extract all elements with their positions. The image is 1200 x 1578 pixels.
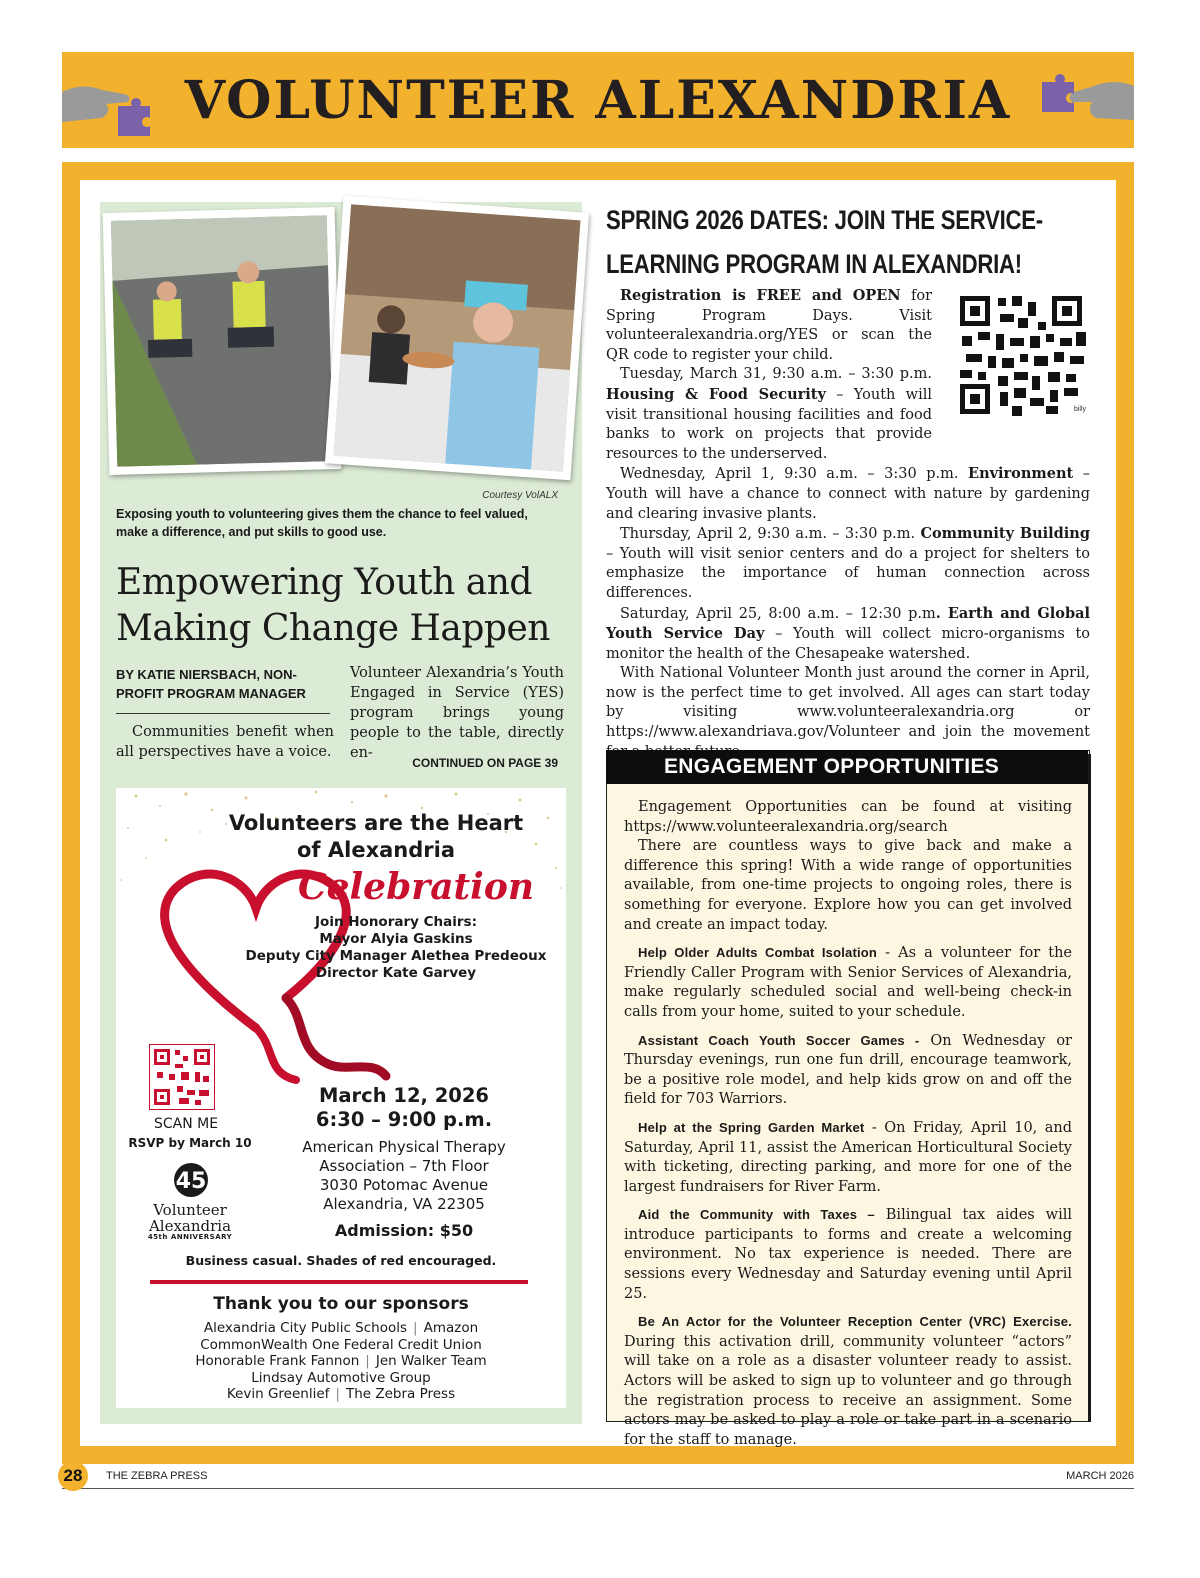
continued-link[interactable]: CONTINUED ON PAGE 39: [412, 756, 558, 770]
photo-credit: Courtesy VolALX: [482, 490, 558, 501]
sl-p2-date: Tuesday, March 31, 9:30 a.m. – 3:30 p.m.: [620, 366, 932, 383]
engagement-item-text: Bilingual tax aides will introduce participants to forms and create a welcoming environment. No tax experience is needed. There are sessions every Wednesday and Saturday evening until April 25.: [624, 1207, 1072, 1302]
qr-label: billy: [1073, 406, 1086, 414]
ad-logo-name-1: Volunteer: [153, 1201, 227, 1219]
sponsor: Jen Walker Team: [375, 1353, 487, 1369]
ad-admission: Admission: $50: [334, 1221, 474, 1240]
logo-number: 45: [175, 1169, 207, 1194]
page-number: 28: [58, 1461, 88, 1491]
sl-p2-text: – Youth will visit transitional housing facilities and food banks to work on projects that provide resources to the underserved.: [606, 386, 932, 462]
ad-title: Volunteers are the Heart of Alexandria: [228, 811, 524, 862]
ad-rsvp-deadline: RSVP by March 10: [128, 1136, 252, 1150]
photo-image: [333, 204, 580, 471]
engagement-item-text: On Wednesday or Thursday evenings, run one fun drill, encourage teamwork, be a positive role model, and help kids grow on and off the field for 703 Warriors.: [624, 1032, 1072, 1108]
photo-caption: Exposing youth to volunteering gives them the chance to feel valued, make a difference, and put skills to good use.: [116, 507, 528, 539]
sponsor: The Zebra Press: [345, 1386, 456, 1402]
sl-p1-text: for Spring Program Days. Visit volunteeralexandria.org/YES or scan the QR code to register your child.: [606, 288, 933, 363]
sl-p4-date: Thursday, April 2, 9:30 a.m. – 3:30 p.m.: [620, 526, 921, 543]
service-learning-title: SPRING 2026 DATES: JOIN THE SERVICE-LEARNING PROGRAM IN ALEXANDRIA!: [606, 205, 1043, 279]
engagement-item-title: Help Older Adults Combat Isolation: [638, 945, 878, 961]
sl-p5-date: Saturday, April 25, 8:00 a.m. – 12:30 p.m: [620, 605, 936, 622]
engagement-item: [624, 1312, 1072, 1450]
ad-divider: [150, 1280, 528, 1284]
ad-logo-name: [126, 1202, 254, 1234]
sl-p4-text: – Youth will visit senior centers and do a project for shelters to emphasize the importance of human connection across differences.: [606, 545, 1090, 601]
ad-scan-me: SCAN ME: [153, 1116, 219, 1132]
sl-p4-bold: Community Building: [920, 525, 1090, 543]
sponsor: Alexandria City Public Schools: [203, 1320, 408, 1336]
ad-venue-line-4: Alexandria, VA 22305: [323, 1195, 485, 1213]
ad-chair-3: Director Kate Garvey: [315, 965, 477, 981]
sponsor: Kevin Greenlief: [226, 1386, 330, 1402]
ad-date: March 12, 2026: [318, 1084, 489, 1107]
ad-sponsors-heading: Thank you to our sponsors: [213, 1294, 469, 1314]
engagement-item-title: Assistant Coach Youth Soccer Games -: [638, 1032, 920, 1048]
ad-venue: [276, 1138, 532, 1214]
sl-p3-bold: Environment: [968, 465, 1074, 483]
footer-issue-date: MARCH 2026: [1066, 1470, 1134, 1482]
photo-youth-food-prep: [325, 196, 589, 481]
engagement-intro-2: There are countless ways to give back and make a difference this spring! With a wide range of opportunities available, from one-time projects to ongoing roles, there is something for everyone. Explore how you can get involved and create an impact today.: [624, 838, 1072, 933]
sl-paragraph-6: With National Volunteer Month just around the corner in April, now is the perfect time to get involved. All ages can start today by visiting www.volunteeralexandria.org or https://www.alexandriava.gov/Volunteer and join the movement: [606, 665, 1090, 741]
engagement-item-text: - On Friday, April 10, and Saturday, April 11, assist the American Horticultural Society with ticketing, directing parking, and more for one of the largest fundraisers for River Farm.: [624, 1119, 1072, 1195]
footer-divider: [62, 1488, 1134, 1489]
article-byline: BY KATIE NIERSBACH, NON-PROFIT PROGRAM MANAGER: [116, 665, 330, 714]
engagement-item-text: - As a volunteer for the Friendly Caller Program with Senior Services of Alexandria, make regularly scheduled social and well-being check-in calls from your home, suited to your schedule.: [624, 945, 1072, 1020]
ad-join-label: Join Honorary Chairs:: [315, 914, 477, 930]
engagement-body: [624, 798, 1072, 1450]
ad-chair-2: Deputy City Manager Alethea Predeoux: [245, 948, 547, 964]
ad-celebration-script: Celebration: [297, 866, 535, 908]
registration-qr-code[interactable]: [956, 292, 1090, 432]
photo-youth-street-cleanup: [103, 207, 342, 475]
engagement-item: [624, 1118, 1072, 1197]
engagement-item-title: Be An Actor for the Volunteer Reception Center (VRC) Exercise.: [638, 1314, 1072, 1330]
service-learning-body: [606, 286, 1090, 762]
article-column-2: Volunteer Alexandria’s Youth Engaged in Service (YES) program brings young people to the table, directly en-: [350, 665, 564, 761]
qr-code-icon: [956, 292, 1090, 422]
engagement-header: ENGAGEMENT OPPORTUNITIES: [606, 750, 1088, 784]
sl-p3-text: – Youth will have a chance to connect with nature by gardening and clearing invasive plants.: [606, 466, 1090, 522]
ad-venue-line-3: 3030 Potomac Avenue: [319, 1176, 489, 1194]
ad-time: 6:30 – 9:00 p.m.: [315, 1108, 493, 1131]
ad-venue-line-1: American Physical Therapy: [302, 1138, 506, 1156]
ad-logo-name-2: Alexandria: [148, 1217, 232, 1235]
article-headline: Empowering Youth and Making Change Happen: [116, 562, 550, 649]
sl-p2-bold: Housing & Food Security: [606, 385, 826, 403]
ad-chair-1: Mayor Alyia Gaskins: [319, 931, 473, 947]
sponsor: Amazon: [423, 1320, 479, 1336]
ad-honorary-chairs: [236, 914, 556, 982]
celebration-ad: [116, 788, 566, 1408]
engagement-item-title: Help at the Spring Garden Market: [638, 1119, 865, 1135]
sl-p1-bold: Registration is FREE and OPEN: [620, 287, 901, 304]
masthead-title: VOLUNTEER ALEXANDRIA: [184, 70, 1012, 131]
engagement-intro-1: Engagement Opportunities can be found at visiting https://www.volunteeralexandria.org/search: [624, 799, 1072, 835]
sl-p5-text: – Youth will collect micro-organisms to monitor the health of the Chesapeake watershed.: [606, 626, 1091, 662]
photo-image: [111, 215, 333, 467]
sl-paragraph-3: [606, 464, 1090, 524]
hand-puzzle-right-icon: [1034, 62, 1134, 138]
rsvp-qr-code-icon[interactable]: [149, 1044, 215, 1110]
sponsor: Honorable Frank Fannon: [195, 1353, 360, 1369]
sl-paragraph-5: [606, 604, 1090, 665]
sl-paragraph-4: [606, 524, 1090, 603]
engagement-item: [624, 1031, 1072, 1110]
engagement-item: [624, 943, 1072, 1022]
ad-logo-anniversary: 45th ANNIVERSARY: [147, 1233, 233, 1241]
ad-sponsor-list: Alexandria City Public Schools | Amazon CommonWealth One Federal Credit Union Honorable Frank Fannon | Jen Walker Team Lindsay Automotive Group Kevin Greenlief | The Zebra Press: [195, 1320, 487, 1402]
article-lede: Communities benefit when all perspectives have a voice.: [116, 724, 334, 760]
engagement-item: [624, 1205, 1072, 1304]
footer-publication: THE ZEBRA PRESS: [106, 1470, 208, 1482]
engagement-item-text: During this activation drill, community volunteer “actors” will take on a role as a disaster volunteer ready to assist. Actors will be asked to sign up to volunteer and go through the registration process to receive an assignment. Some actors may be asked to play a role or take part in a scenario for the staff to manage.: [624, 1333, 1072, 1448]
sl-p3-date: Wednesday, April 1, 9:30 a.m. – 3:30 p.m.: [620, 466, 969, 483]
sl-p5-bold: . Earth and Global Youth Service Day: [606, 604, 1090, 643]
masthead-banner: [62, 52, 1134, 148]
engagement-box-shadow: [1088, 754, 1091, 1422]
ad-dress-code: Business casual. Shades of red encouraged.: [185, 1253, 497, 1268]
sponsor: CommonWealth One Federal Credit Union: [200, 1336, 482, 1353]
engagement-item-title: Aid the Community with Taxes –: [638, 1207, 875, 1223]
sponsor: Lindsay Automotive Group: [251, 1369, 431, 1386]
ad-venue-line-2: Association – 7th Floor: [319, 1157, 489, 1175]
ad-event-datetime: [276, 1084, 532, 1132]
